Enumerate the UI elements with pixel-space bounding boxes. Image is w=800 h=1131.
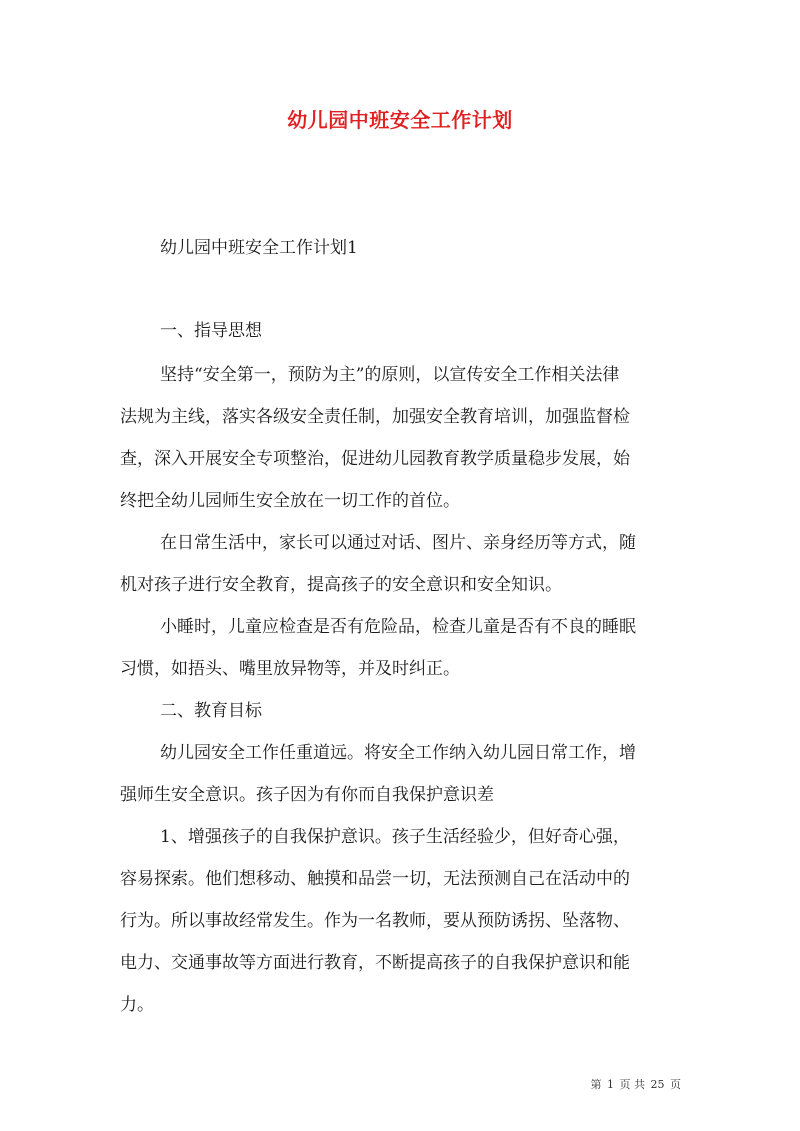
footer-prefix: 第 [590, 1078, 602, 1091]
footer-suffix: 页 [670, 1078, 681, 1091]
para-1-line-3: 查，深入开展安全专项整治，促进幼儿园教育教学质量稳步发展，始 [120, 449, 630, 469]
para-3-line-2: 习惯，如捂头、嘴里放异物等，并及时纠正。 [120, 659, 460, 679]
subtitle: 幼儿园中班安全工作计划1 [160, 238, 358, 258]
para-1-line-1: 坚持“安全第一，预防为主”的原则，以宣传安全工作相关法律 [160, 365, 620, 385]
footer-page-number: 1 [607, 1078, 614, 1091]
document-title: 幼儿园中班安全工作计划 [287, 108, 513, 132]
footer-total-pages: 25 [650, 1078, 665, 1091]
para-2-line-1: 在日常生活中，家长可以通过对话、图片、亲身经历等方式，随 [160, 533, 636, 553]
para-1-line-2: 法规为主线，落实各级安全责任制，加强安全教育培训，加强监督检 [120, 407, 630, 427]
para-1-line-4: 终把全幼儿园师生安全放在一切工作的首位。 [120, 491, 460, 511]
para-5-line-5: 力。 [120, 995, 154, 1015]
para-5-line-4: 电力、交通事故等方面进行教育，不断提高孩子的自我保护意识和能 [120, 953, 630, 973]
para-5-line-1: 1、增强孩子的自我保护意识。孩子生活经验少，但好奇心强， [160, 827, 630, 847]
section-heading-1: 一、指导思想 [160, 321, 262, 341]
para-5-line-3: 行为。所以事故经常发生。作为一名教师，要从预防诱拐、坠落物、 [120, 911, 630, 931]
section-heading-2: 二、教育目标 [160, 701, 262, 721]
para-5-line-2: 容易探索。他们想移动、触摸和品尝一切，无法预测自己在活动中的 [120, 869, 630, 889]
para-3-line-1: 小睡时，儿童应检查是否有危险品，检查儿童是否有不良的睡眠 [160, 617, 636, 637]
page-footer [590, 1076, 683, 1092]
para-4-line-1: 幼儿园安全工作任重道远。将安全工作纳入幼儿园日常工作，增 [160, 743, 636, 763]
para-4-line-2: 强师生安全意识。孩子因为有你而自我保护意识差 [120, 785, 494, 805]
footer-mid: 页 共 [619, 1078, 645, 1091]
para-2-line-2: 机对孩子进行安全教育，提高孩子的安全意识和安全知识。 [120, 575, 562, 595]
